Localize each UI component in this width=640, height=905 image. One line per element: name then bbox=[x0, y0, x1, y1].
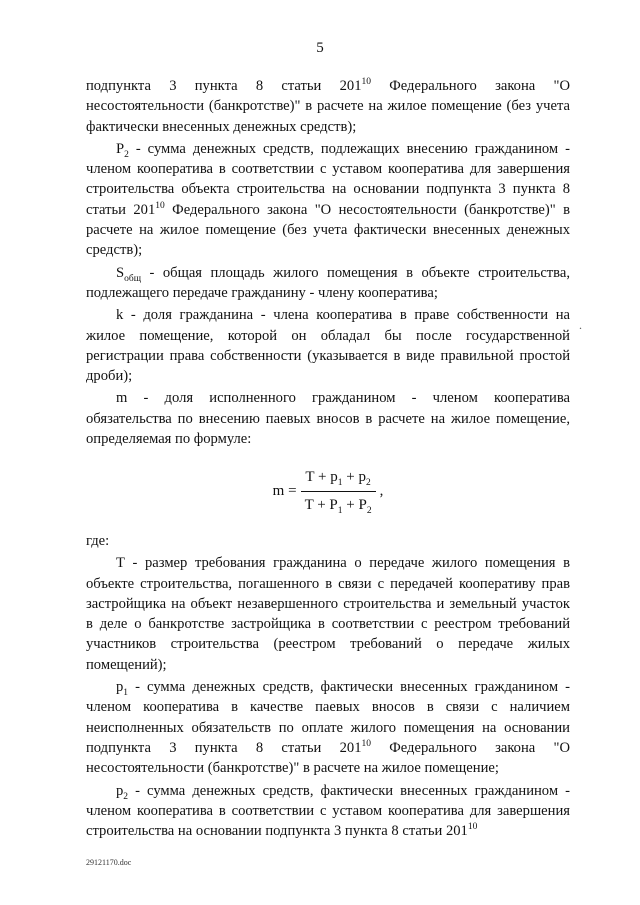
paragraph-T-definition: Т - размер требования гражданина о передаче жилого помещения в объекте строительства, погашенного в связи с передачей кооперативу прав застройщика на объект незавершенного строительства и земельный участок в деле о банкротстве застройщика в соответствии с реестром требований участников строительства (реестром требований о передаче жилых помещений); bbox=[86, 555, 570, 673]
formula-m bbox=[86, 467, 570, 515]
paragraph-P2-definition: $Р_2$ - сумма денежных средств, подлежащих внесению гражданином - членом кооператива в соответствии с уставом кооператива для завершения строительства объекта строительства на основании подпункта 3 пункта 8 статьи $201^{10}$ Федерального закона "О несостоятельности (банкротстве)" в расчете на жилое помещение (без учета фактически внесенных денежных средств); bbox=[86, 140, 570, 259]
paragraph-p1-definition: $p_1$ - сумма денежных средств, фактически внесенных гражданином - членом кооператива в качестве паевых вносов в связи с наличием неисполненных обязательств по оплате жилого помещения на основании подпункта 3 пункта 8 статьи $201^{10}$ Федерального закона "О несостоятельности (банкротстве)" в расчете на жилое помещение; bbox=[86, 679, 570, 777]
formula-numerator: $T + p_1 + p_2$ bbox=[305, 469, 371, 489]
formula-fraction bbox=[301, 467, 376, 515]
margin-mark: . bbox=[579, 318, 582, 332]
page-number: 5 bbox=[316, 40, 324, 56]
paragraph-k-definition: k - доля гражданина - члена кооператива в праве собственности на жилое помещение, которой он обладал бы после государственной регистрации права собственности (указывается в виде правильной простой дроби); bbox=[86, 307, 570, 385]
document-body bbox=[86, 76, 570, 841]
footer-filename: 29121170.doc bbox=[86, 858, 132, 867]
paragraph-m-definition: m - доля исполненного гражданином - членом кооператива обязательства по внесению паевых вносов в расчете на жилое помещение, определяемая по формуле: bbox=[86, 390, 570, 448]
paragraph-continuation: подпункта 3 пункта 8 статьи $201^{10}$ Федерального закона "О несостоятельности (банкротстве)" в расчете на жилое помещение (без учета фактически внесенных денежных средств); bbox=[86, 77, 570, 135]
formula-lhs: m = bbox=[272, 482, 297, 499]
where-label: где: bbox=[86, 532, 110, 549]
formula-denominator: $T + P_1 + P_2$ bbox=[304, 496, 372, 516]
paragraph-S-definition: $S_{общ}$ - общая площадь жилого помещения в объекте строительства, подлежащего передаче гражданину - члену кооператива; bbox=[86, 264, 570, 301]
paragraph-p2-definition: $p_2$ - сумма денежных средств, фактически внесенных гражданином - членом кооператива в соответствии с уставом кооператива для завершения строительства на основании подпункта 3 пункта 8 статьи $201^{10}$ bbox=[86, 782, 570, 840]
formula-trailing-comma: , bbox=[379, 482, 384, 499]
